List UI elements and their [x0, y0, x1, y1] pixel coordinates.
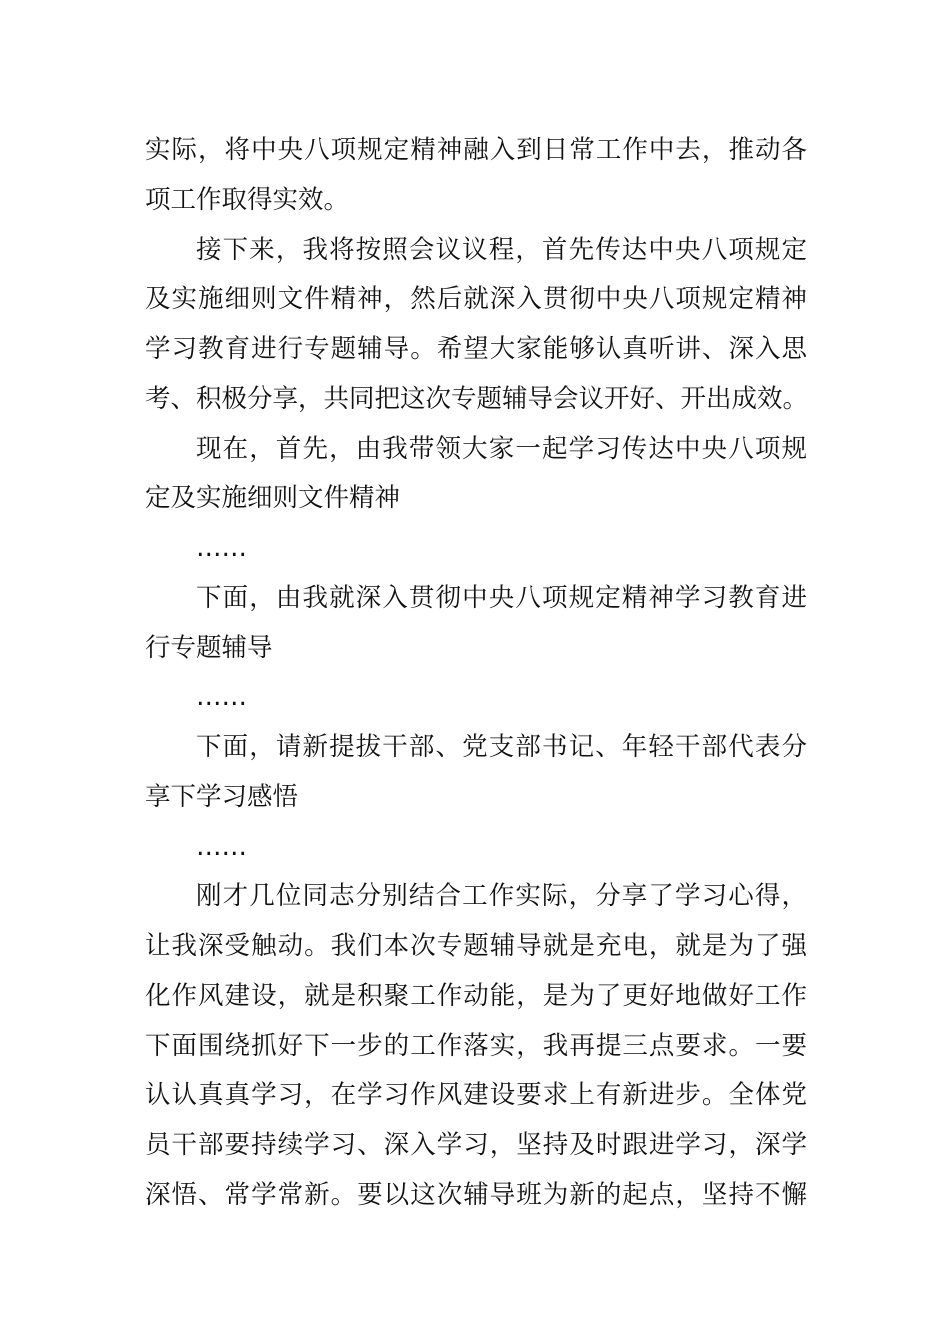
- text-line: 实际，将中央八项规定精神融入到日常工作中去，推动各: [145, 135, 807, 165]
- ellipsis-line: ……: [196, 831, 247, 862]
- text-line: 让我深受触动。我们本次专题辅导就是充电，就是为了强: [145, 931, 807, 961]
- ellipsis-line: ……: [196, 533, 247, 563]
- text-line: 深悟、常学常新。要以这次辅导班为新的起点，坚持不懈: [145, 1179, 807, 1210]
- text-line: 下面，由我就深入贯彻中央八项规定精神学习教育进: [196, 582, 807, 613]
- text-line: 学习教育进行专题辅导。希望大家能够认真听讲、深入思: [145, 334, 807, 364]
- text-line: 考、积极分享，共同把这次专题辅导会议开好、开出成效。: [145, 383, 809, 414]
- ellipsis-line: ……: [196, 682, 247, 713]
- text-line: 行专题辅导: [145, 632, 273, 663]
- text-line: 下面，请新提拔干部、党支部书记、年轻干部代表分: [196, 732, 807, 762]
- text-line: 及实施细则文件精神，然后就深入贯彻中央八项规定精神: [145, 284, 807, 315]
- text-line: 现在，首先，由我带领大家一起学习传达中央八项规: [196, 433, 807, 464]
- text-line: 接下来，我将按照会议议程，首先传达中央八项规定: [196, 234, 807, 265]
- text-line: 化作风建设，就是积聚工作动能，是为了更好地做好工作: [145, 980, 807, 1011]
- text-line: 认认真真学习，在学习作风建设要求上有新进步。全体党: [145, 1080, 807, 1111]
- text-line: 项工作取得实效。: [145, 184, 350, 215]
- text-line: 刚才几位同志分别结合工作实际，分享了学习心得，: [196, 881, 807, 912]
- document-body: [145, 126, 807, 1221]
- text-line: 员干部要持续学习、深入学习，坚持及时跟进学习，深学: [145, 1130, 807, 1160]
- text-line: 下面围绕抓好下一步的工作落实，我再提三点要求。一要: [145, 1030, 807, 1061]
- text-line: 定及实施细则文件精神: [145, 483, 401, 514]
- text-line: 享下学习感悟: [145, 781, 299, 812]
